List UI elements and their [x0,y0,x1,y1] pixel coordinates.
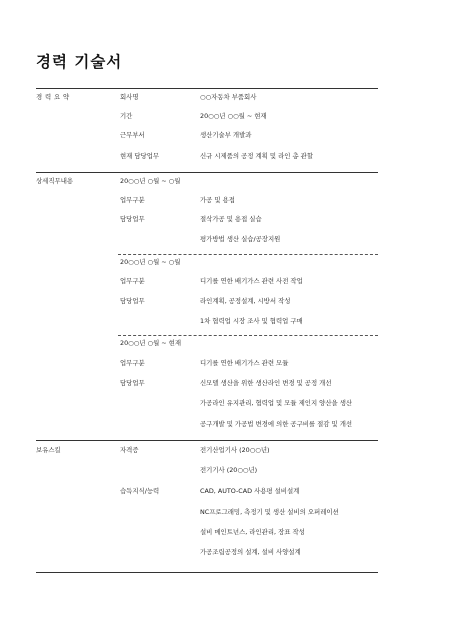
detail-block-label: 담당업무 [120,297,145,305]
detail-block-value: 평가방법 생산 실습/공장지원 [200,235,281,243]
detail-block-period: 20○○년 ○월 ~ ○월 [120,177,181,185]
skills-value: 전기산업기사 (20○○년) [200,446,270,454]
detail-block-value: 가공라인 유지관리, 협력업 및 모듈 제인지 양산을 생산 [200,399,353,407]
page-title: 경력 기술서 [36,53,123,71]
skills-value: CAD, AUTO-CAD 사용평 설비설계 [200,487,300,495]
detail-block-value: 디기를 연한 배기가스 관련 사전 작업 [200,277,303,285]
skills-label-certificates: 자격증 [120,446,139,454]
section-divider [36,440,378,441]
detail-block-value: 디기를 연한 배기가스 관련 모듈 [200,359,289,367]
summary-value-department: 생산기술부 개발과 [200,131,252,139]
detail-block-label: 담당업무 [120,379,145,387]
summary-value-current-duty: 신규 시제품의 공정 계획 및 라인 총 관할 [200,152,313,160]
summary-label-company: 회사명 [120,93,139,101]
detail-block-value: 공구개발 및 가공법 변경에 의한 공구비를 절감 및 개선 [200,420,353,428]
skills-value: NC프로그래밍, 측정기 및 생산 설비의 오퍼레이션 [200,508,339,516]
detail-block-label: 업무구분 [120,277,145,285]
section-divider [36,88,378,89]
summary-label-current-duty: 현재 담당업무 [120,152,160,160]
detail-block-value: 1차 협력업 시장 조사 및 협력업 구매 [200,317,303,325]
summary-value-period: 20○○년 ○○월 ~ 현재 [200,112,267,120]
section-divider [36,172,378,173]
detail-block-value: 절삭가공 및 용접 실습 [200,215,262,223]
summary-value-company: ○○자동차 부품회사 [200,93,257,101]
detail-block-label: 담당업무 [120,215,145,223]
detail-heading: 상세직무내용 [36,177,74,185]
summary-label-department: 근무부서 [120,131,145,139]
skills-value: 가공조립공정의 설계, 설비 사양설계 [200,548,301,556]
detail-block-period: 20○○년 ○월 ~ ○월 [120,258,181,266]
skills-heading: 보유스킬 [36,446,61,454]
detail-block-period: 20○○년 ○월 ~ 현재 [120,339,182,347]
summary-label-period: 기간 [120,112,133,120]
detail-block-value: 신모델 생산을 위한 생산라인 변경 및 공정 개선 [200,379,332,387]
summary-heading: 경 력 요 약 [36,93,70,101]
detail-block-value: 가공 및 용접 [200,196,235,204]
detail-block-label: 업무구분 [120,196,145,204]
block-divider [118,335,378,336]
block-divider [118,254,378,255]
skills-value: 전기기사 (20○○년) [200,466,258,474]
skills-value: 설비 메인트넌스, 라인관리, 장표 작성 [200,528,305,536]
skills-label-knowledge: 습득지식/능력 [120,487,160,495]
detail-block-value: 라인계획, 공정설계, 시방서 작성 [200,297,291,305]
section-divider [36,572,378,573]
detail-block-label: 업무구분 [120,359,145,367]
